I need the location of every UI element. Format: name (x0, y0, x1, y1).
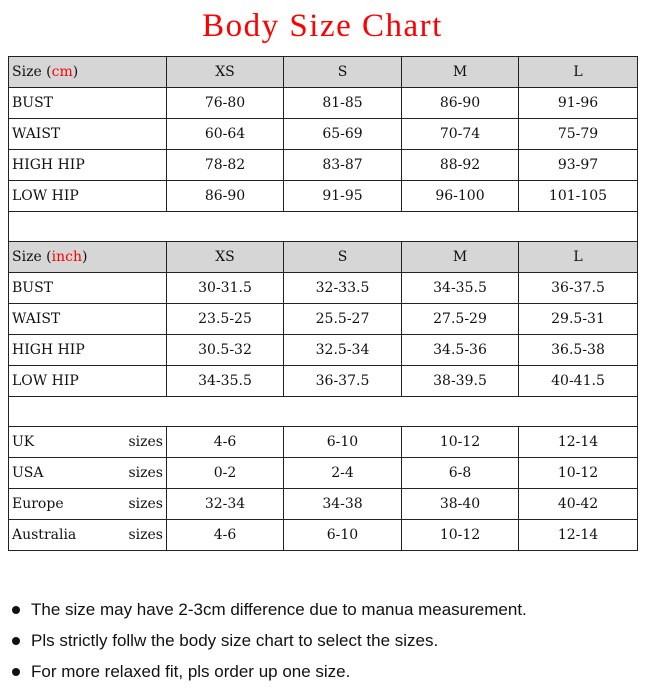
table-cell: 32.5-34 (284, 335, 402, 366)
table-row (9, 273, 638, 304)
column-header-s: S (284, 57, 402, 88)
table-cell: 75-79 (519, 119, 638, 150)
column-header-l: L (519, 242, 638, 273)
table-cell: 36-37.5 (519, 273, 638, 304)
table-cell: 86-90 (402, 88, 519, 119)
table-row (9, 304, 638, 335)
table-cell: 2-4 (284, 458, 402, 489)
table-cell: 32-34 (167, 489, 284, 520)
row-label: LOW HIP (9, 366, 167, 397)
table-cell: 40-41.5 (519, 366, 638, 397)
table-cell: 6-10 (284, 427, 402, 458)
table-cell: 76-80 (167, 88, 284, 119)
table-row (9, 427, 638, 458)
chart-title: Body Size Chart (202, 8, 443, 44)
row-label: HIGH HIP (9, 150, 167, 181)
table-cell: 4-6 (167, 427, 284, 458)
row-label: BUST (9, 273, 167, 304)
section-spacer (9, 397, 638, 427)
table-cell: 0-2 (167, 458, 284, 489)
table-cell: 34-38 (284, 489, 402, 520)
table-cell: 101-105 (519, 181, 638, 212)
table-row (9, 335, 638, 366)
row-label: WAIST (9, 304, 167, 335)
table-cell: 36-37.5 (284, 366, 402, 397)
note-text: Pls strictly follw the body size chart to select the sizes. (31, 630, 439, 650)
size-chart-table (8, 56, 638, 551)
table-cell: 12-14 (519, 520, 638, 551)
bullet-icon (12, 606, 20, 614)
column-header-m: M (402, 242, 519, 273)
bullet-icon (12, 637, 20, 645)
cm-unit: cm (51, 64, 73, 80)
inch-header-row (9, 242, 638, 273)
table-cell: 27.5-29 (402, 304, 519, 335)
table-cell: 4-6 (167, 520, 284, 551)
table-cell: 6-8 (402, 458, 519, 489)
table-row (9, 489, 638, 520)
column-header-s: S (284, 242, 402, 273)
table-cell: 34.5-36 (402, 335, 519, 366)
table-cell: 10-12 (519, 458, 638, 489)
table-row (9, 458, 638, 489)
region-label: Europe sizes (9, 489, 167, 520)
table-cell: 30.5-32 (167, 335, 284, 366)
row-label: WAIST (9, 119, 167, 150)
list-item (10, 656, 527, 687)
bullet-icon (12, 668, 20, 676)
table-cell: 10-12 (402, 427, 519, 458)
table-cell: 60-64 (167, 119, 284, 150)
table-cell: 83-87 (284, 150, 402, 181)
notes-list (10, 594, 527, 687)
note-text: The size may have 2-3cm difference due to manua measurement. (31, 599, 527, 619)
table-cell: 12-14 (519, 427, 638, 458)
table-row (9, 150, 638, 181)
table-cell: 30-31.5 (167, 273, 284, 304)
column-header-m: M (402, 57, 519, 88)
inch-size-label: Size (inch) (9, 242, 167, 273)
table-cell: 86-90 (167, 181, 284, 212)
table-cell: 40-42 (519, 489, 638, 520)
section-spacer (9, 212, 638, 242)
row-label: LOW HIP (9, 181, 167, 212)
note-text: For more relaxed fit, pls order up one size. (31, 661, 351, 681)
region-label: USA sizes (9, 458, 167, 489)
table-row (9, 520, 638, 551)
table-cell: 6-10 (284, 520, 402, 551)
table-cell: 34-35.5 (402, 273, 519, 304)
table-cell: 23.5-25 (167, 304, 284, 335)
table-cell: 96-100 (402, 181, 519, 212)
table-row (9, 366, 638, 397)
table-cell: 93-97 (519, 150, 638, 181)
table-cell: 38-40 (402, 489, 519, 520)
table-cell: 78-82 (167, 150, 284, 181)
table-row (9, 88, 638, 119)
table-cell: 29.5-31 (519, 304, 638, 335)
region-label: UK sizes (9, 427, 167, 458)
table-row (9, 119, 638, 150)
cm-size-label: Size (cm) (9, 57, 167, 88)
region-label: Australia sizes (9, 520, 167, 551)
list-item (10, 625, 527, 656)
table-cell: 25.5-27 (284, 304, 402, 335)
column-header-xs: XS (167, 57, 284, 88)
table-cell: 65-69 (284, 119, 402, 150)
column-header-l: L (519, 57, 638, 88)
table-cell: 81-85 (284, 88, 402, 119)
table-cell: 36.5-38 (519, 335, 638, 366)
list-item (10, 594, 527, 625)
cm-header-row (9, 57, 638, 88)
row-label: HIGH HIP (9, 335, 167, 366)
table-cell: 91-96 (519, 88, 638, 119)
table-cell: 10-12 (402, 520, 519, 551)
table-cell: 34-35.5 (167, 366, 284, 397)
table-row (9, 181, 638, 212)
table-cell: 88-92 (402, 150, 519, 181)
table-cell: 91-95 (284, 181, 402, 212)
column-header-xs: XS (167, 242, 284, 273)
row-label: BUST (9, 88, 167, 119)
table-cell: 38-39.5 (402, 366, 519, 397)
inch-unit: inch (51, 249, 83, 265)
table-cell: 70-74 (402, 119, 519, 150)
table-cell: 32-33.5 (284, 273, 402, 304)
